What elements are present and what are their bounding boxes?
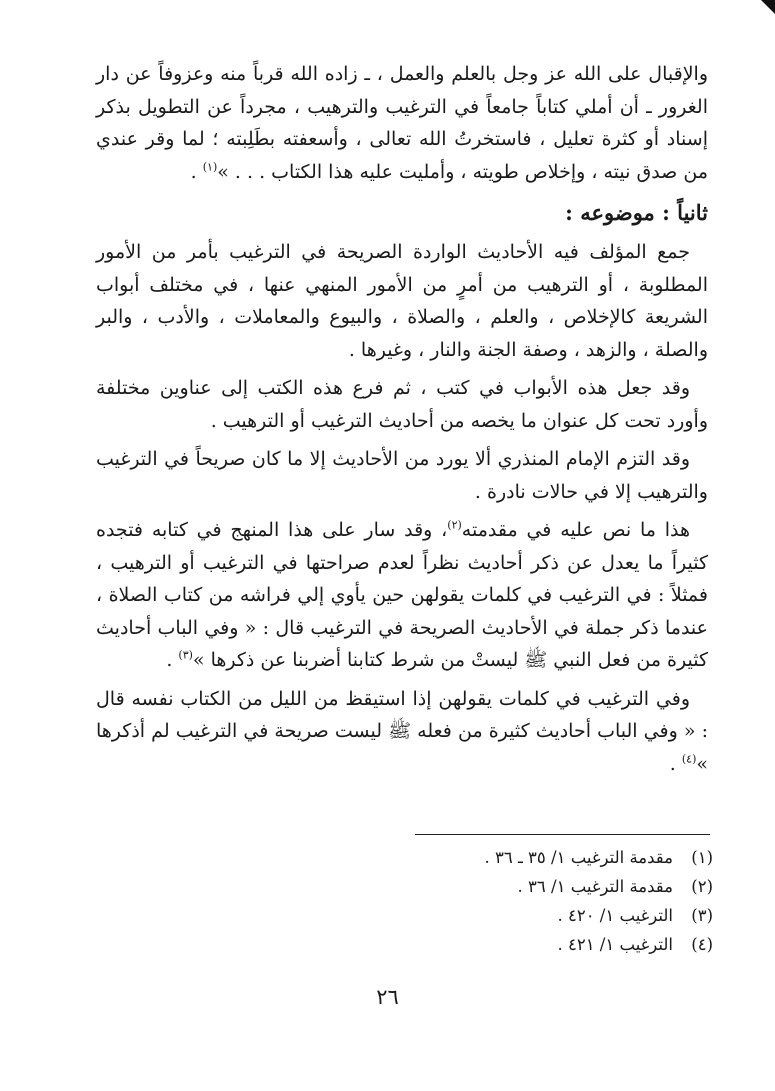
- paragraph-end: .: [166, 649, 179, 671]
- footnotes: [293, 843, 713, 959]
- footnote-number: (٤): [691, 935, 713, 954]
- paragraph-example: [96, 683, 708, 781]
- footnote-text: مقدمة الترغيب ١/ ٣٦ .: [517, 877, 673, 896]
- paragraph-method: [96, 514, 708, 677]
- footnote-number: (٣): [691, 906, 713, 925]
- paragraph-end: .: [190, 160, 203, 183]
- footnote-text: مقدمة الترغيب ١/ ٣٥ ـ ٣٦ .: [484, 848, 673, 867]
- footnote-ref-2: (٢): [447, 518, 462, 532]
- paragraph-intro-continued: [96, 58, 708, 188]
- paragraph-structure: وقد جعل هذه الأبواب في كتب ، ثم فرع هذه الكتب إلى عناوين مختلفة وأورد تحت كل عنوان ما يخصه من أحاديث الترغيب أو الترهيب .: [96, 377, 708, 432]
- section-heading: ثانياً : موضوعه :: [565, 200, 708, 225]
- footnote-item: [293, 843, 713, 872]
- footnote-ref-1: (١): [202, 160, 218, 174]
- paragraph-subject: جمع المؤلف فيه الأحاديث الواردة الصريحة في الترغيب بأمر من الأمور المطلوبة ، أو الترهيب من أمرٍ من الأمور المنهي عنها ، في مختلف أبواب الشريعة كالإخلاص ، والعلم ، والصلاة ، والبيوع والمعاملات ، والأدب ، والبر والصلة ، والزهد ، وصفة الجنة والنار ، وغيرها .: [96, 241, 708, 361]
- paragraph-end: .: [669, 752, 682, 775]
- paragraph-text: والإقبال على الله عز وجل بالعلم والعمل ، ـ زاده الله قرباً منه وعزوفاً عن دار الغرور ـ أن أملي كتاباً جامعاً في الترغيب والترهيب ، مجرداً عن التطويل بذكر إسناد أو كثرة تعليل ، فاستخرتُ الله تعالى ، وأسعفته بطَلِبته ؛ لما وقر عندي من صدق نيته ، وإخلاص طويته ، وأمليت عليه هذا الكتاب . . . »: [96, 63, 708, 183]
- paragraph-commitment: وقد التزم الإمام المنذري ألا يورد من الأحاديث إلا ما كان صريحاً في الترغيب والترهيب إلا في حالات نادرة .: [96, 448, 708, 503]
- footnote-item: [293, 872, 713, 901]
- footnote-text: الترغيب ١/ ٤٢٠ .: [557, 906, 673, 925]
- footnote-divider: [415, 834, 710, 835]
- paragraph-text: ، وقد سار على هذا المنهج في كتابه فتجده كثيراً ما يعدل عن ذكر أحاديث نظراً لعدم صراحتها في الترغيب أو الترهيب ، فمثلاً : في الترغيب في كلمات يقولهن حين يأوي إلي فراشه من كتاب الصلاة ، عندما ذكر جملة في الأحاديث الصريحة في الترغيب قال : « وفي الباب أحاديث كثيرة من فعل النبي ﷺ ليستْ من شرط كتابنا أضربنا عن ذكرها »: [96, 519, 708, 671]
- footnote-number: (٢): [691, 877, 713, 896]
- footnote-item: [293, 930, 713, 959]
- paragraph-text: وفي الترغيب في كلمات يقولهن إذا استيقظ من الليل من الكتاب نفسه قال : « وفي الباب أحاديث كثيرة من فعله ﷺ ليست صريحة في الترغيب لم أذكرها »: [96, 687, 708, 775]
- footnote-text: الترغيب ١/ ٤٢١ .: [557, 935, 673, 954]
- page-body: [96, 58, 708, 780]
- page-number: ٢٦: [376, 985, 399, 1009]
- page-corner-mark: [761, 0, 775, 14]
- paragraph-text: هذا ما نص عليه في مقدمته: [461, 519, 690, 541]
- footnote-number: (١): [691, 848, 713, 867]
- footnote-ref-3: (٣): [178, 648, 193, 662]
- footnote-item: [293, 901, 713, 930]
- footnote-ref-4: (٤): [681, 752, 697, 766]
